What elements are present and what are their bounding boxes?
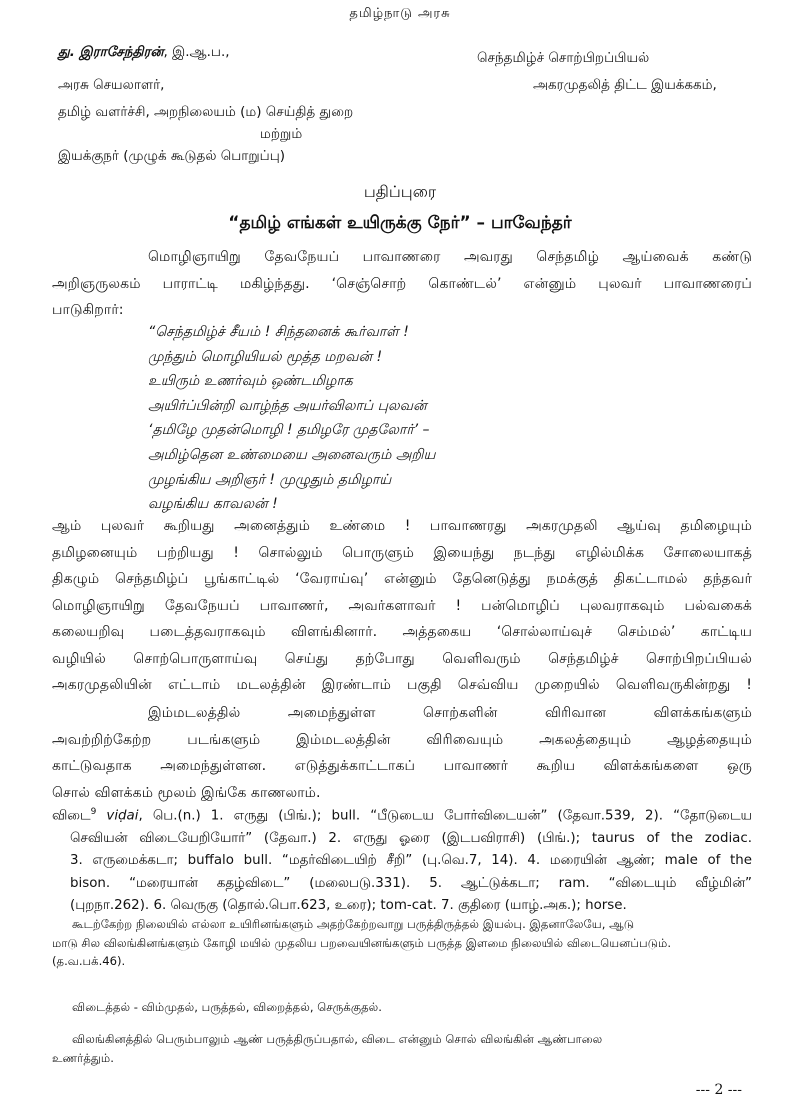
paragraph-line: காட்டுவதாக அமைந்துள்ளன. எடுத்துக்காட்டாகப் பாவாணர் கூறிய விளக்கங்களை ஒரு: [52, 758, 752, 774]
paragraph-line: கலையறிவு படைத்தவராகவும் விளங்கினார். அத்தகைய ‘சொல்லாய்வுச் செம்மல்’ காட்டிய: [52, 624, 752, 640]
page-heading: பதிப்புரை: [363, 182, 437, 201]
paragraph-line: சொல் விளக்கம் மூலம் இங்கே காணலாம்.: [52, 784, 321, 801]
paragraph-line: ஆம் புலவர் கூறியது அனைத்தும் உண்மை ! பாவாணரது அகரமுதலி ஆய்வு தமிழையும்: [52, 518, 752, 534]
letterhead: தமிழ்நாடு அரசு: [349, 6, 451, 21]
intro-line: அறிஞருலகம் பாராட்டி மகிழ்ந்தது. ‘செஞ்சொற் கொண்டல்’ என்னும் புலவர் பாவாணரைப்: [52, 275, 752, 292]
poem-line: உயிரும் உணர்வும் ஒண்டமிழாக: [148, 373, 353, 390]
page-number: --- 2 ---: [695, 1082, 742, 1098]
paragraph-line: திகழும் செந்தமிழ்ப் பூங்காட்டில் ‘வேராய்வு’ என்னும் தேனெடுத்து நமக்குத் திகட்டாமல் தந்தவர்: [52, 571, 752, 587]
entry-definition: , பெ.(n.) 1. எருது (பிங்.); bull. “பீடுடைய போர்விடையன்” (தேவா.539, 2). “தோடுடைய: [138, 808, 752, 824]
note-line: உணர்த்தும்.: [52, 1050, 114, 1065]
entry-line: செவியன் விடையேறியோர்” (தேவா.) 2. எருது ஓரை (இடபவிராசி) (பிங்.); taurus of the zodiac.: [70, 830, 752, 846]
body-paragraph-2: [52, 513, 752, 699]
note-line: விடைத்தல் - விம்முதல், பருத்தல், விறைத்தல், செருக்குதல்.: [72, 1000, 382, 1014]
entry-transliteration: viḍai: [96, 808, 139, 824]
poem-line: ‘தமிழே முதன்மொழி ! தமிழரே முதலோர்’ –: [148, 422, 430, 439]
poem-line: வழங்கிய காவலன் !: [148, 496, 278, 513]
entry-etymology: [52, 998, 752, 1017]
note-line: விலங்கினத்தில் பெரும்பாலும் ஆண் பருத்திருப்பதால், விடை என்னும் சொல் விலங்கின் ஆண்பாலை: [72, 1032, 603, 1046]
poem-line: “செந்தமிழ்ச் சீயம் ! சிந்தனைக் கூர்வாள் !: [148, 324, 409, 340]
office-line-1: செந்தமிழ்ச் சொற்பிறப்பியல்: [477, 50, 650, 66]
epigraph: “தமிழ் எங்கள் உயிருக்கு நேர்” – பாவேந்தர்: [228, 213, 572, 233]
entry-homonym-number: 9: [90, 807, 97, 817]
paragraph-line: மொழிஞாயிறு தேவநேயப் பாவாணர், அவர்களாவர் ! பன்மொழிப் புலவராகவும் பல்வகைக்: [52, 597, 752, 614]
office-line-2: அகரமுதலித் திட்ட இயக்ககம்,: [533, 77, 717, 93]
body-paragraph-3: [52, 700, 752, 806]
poem-block: [148, 320, 435, 517]
entry-headword: விடை: [52, 808, 91, 824]
sender-name-line: [58, 44, 230, 62]
intro-line: மொழிஞாயிறு தேவநேயப் பாவாணரை அவரது செந்தமிழ் ஆய்வைக் கண்டு: [148, 249, 752, 265]
paragraph-line: அவற்றிற்கேற்ற படங்களும் இம்மடலத்தின் விரிவையும் அகலத்தையும் ஆழத்தையும்: [52, 731, 752, 748]
paragraph-line: தமிழனையும் பற்றியது ! சொல்லும் பொருளும் இயைந்து நடந்து எழில்மிக்க சோலையாகத்: [52, 544, 752, 561]
sender-additional-role: இயக்குநர் (முழுக் கூடுதல் பொறுப்பு): [58, 148, 286, 164]
intro-line: பாடுகிறார்:: [52, 302, 124, 318]
poem-line: அயிர்ப்பின்றி வாழ்ந்த அயர்விலாப் புலவன்: [148, 397, 427, 414]
intro-paragraph: [52, 244, 752, 324]
sender-name: து. இராசேந்திரன்: [58, 44, 164, 60]
paragraph-line: இம்மடலத்தில் அமைந்துள்ள சொற்களின் விரிவான விளக்கங்களும்: [148, 705, 752, 721]
sender-conjunction: மற்றும்: [260, 126, 303, 142]
poem-line: முழங்கிய அறிஞர் ! முழுதும் தமிழாய்: [148, 471, 392, 488]
entry-line: (புறநா.262). 6. வெருகு (தொல்.பொ.623, உரை); tom-cat. 7. குதிரை (யாழ்.அக.); horse.: [70, 898, 627, 914]
paragraph-line: அகரமுதலியின் எட்டாம் மடலத்தின் இரண்டாம் பகுதி செவ்விய முறையில் வெளிவருகின்றது !: [52, 677, 752, 693]
note-line: (த.வ.பக்.46).: [52, 954, 126, 968]
entry-line: 3. எருமைக்கடா; buffalo bull. “மதர்விடையிற் சீறி” (பு.வெ.7, 14). 4. மரையின் ஆண்; male of the: [70, 853, 752, 869]
paragraph-line: வழியில் சொற்பொருளாய்வு செய்து தற்போது வெளிவரும் செந்தமிழ்ச் சொற்பிறப்பியல்: [52, 650, 752, 667]
note-line: கூடற்கேற்ற நிலையில் எல்லா உயிரினங்களும் அதற்கேற்றவாறு பருத்திருத்தல் இயல்பு. இதனாலேயே, ஆடு: [72, 917, 635, 931]
sender-title: அரசு செயலாளர்,: [58, 77, 165, 93]
entry-notes: [52, 915, 752, 971]
sender-department: தமிழ் வளர்ச்சி, அறநிலையம் (ம) செய்தித் துறை: [58, 104, 354, 120]
entry-line: [52, 801, 752, 828]
poem-line: முந்தும் மொழியியல் மூத்த மறவன் !: [148, 348, 383, 365]
entry-line: bison. “மரையான் கதழ்விடை” (மலைபடு.331). 5. ஆட்டுக்கடா; ram. “விடையும் வீழ்மின்”: [70, 875, 752, 891]
entry-gender-note: [52, 1030, 752, 1067]
dictionary-entry: [52, 801, 752, 918]
note-line: மாடு சில விலங்கினங்களும் கோழி மயில் முதலிய பறவையினங்களும் பருத்த இளமை நிலையில் விடையெனப்படும்.: [52, 935, 672, 950]
poem-line: அமிழ்தென உண்மையை அனைவரும் அறிய: [148, 446, 436, 463]
sender-degree: , இ.ஆ.ப.,: [163, 44, 230, 60]
